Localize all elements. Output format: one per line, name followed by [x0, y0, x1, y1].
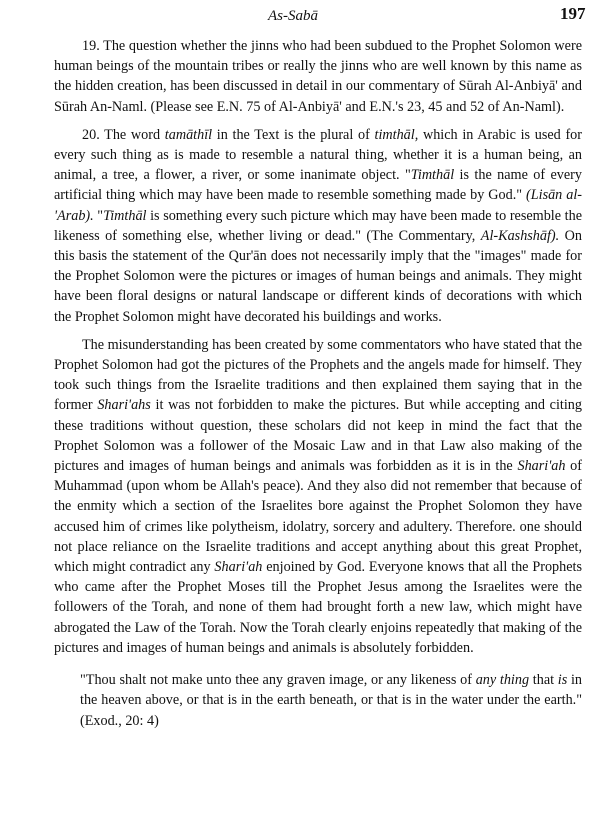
text-segment: in the heaven above, or that is in the earth beneath, or that is in the water under the earth." (Exod., 20: 4): [80, 672, 583, 729]
text-segment: tamāthīl: [164, 126, 213, 143]
running-title: As-Sabā: [268, 8, 318, 24]
text-segment: The misunderstanding has been created by some commentators who have stated that the Prophet Solomon had got the pictures of the Prophets and the angels made for himself. They took such things from the Israelite traditions and then explained them saying that in the former: [54, 336, 582, 414]
text-segment: On this basis the statement of the Qur'ān does not necessarily imply that the "images" made for the Prophet Solomon were the pictures or images of human beings and animals. They might have been floral designs or natural landscape or different kinds of decorations with which the Prophet Solomon might have decorated his buildings and works.: [54, 227, 582, 325]
paragraph-misunderstanding: [54, 335, 582, 658]
text-segment: that: [529, 672, 558, 689]
text-segment: any thing: [475, 672, 530, 689]
text-segment: is the name of every artificial thing which may have been made to resemble something made by God.": [54, 167, 583, 204]
text-segment: in the Text is the plural of: [212, 126, 375, 143]
text-segment: Shari'ah: [517, 458, 566, 475]
text-segment: Shari'ahs: [97, 397, 151, 414]
text-segment: timthāl,: [374, 126, 419, 143]
paragraph-note-19: [54, 36, 582, 117]
running-header: [0, 4, 600, 26]
text-segment: (Lisān al-'Arab).: [54, 187, 582, 224]
text-segment: is something every such picture which may have been made to resemble the likeness of something else, whether living or dead." (The Commentary,: [54, 207, 582, 244]
text-segment: it was not forbidden to make the pictures. But while accepting and citing these traditions without question, these scholars did not keep in mind the fact that the Prophet Solomon was a follower of the Mosaic Law and in that Law also making of the pictures and images of human beings and animals was forbidden as it is in the: [54, 397, 582, 475]
body-text: [54, 36, 582, 739]
text-segment: "Thou shalt not make unto thee any graven image, or any likeness of: [80, 672, 476, 689]
text-segment: which in Arabic is used for every such thing as is made to resemble a natural thing, whether it is a human being, an animal, a tree, a flower, a river, or some inanimate object. ": [54, 126, 582, 184]
page-number: 197: [560, 4, 586, 23]
text-segment: 19. The question whether the jinns who had been subdued to the Prophet Solomon were human beings of the mountain tribes or really the jinns who are well known by this name as the hidden creation, has been discussed in detail in our commentary of Sūrah Al-Anbiyā' and Sūrah An-Naml. (Please see E.N. 75 of Al-Anbiyā' and E.N.'s 23, 45 and 52 of An-Naml).: [54, 38, 582, 115]
paragraph-note-20: [54, 125, 582, 327]
text-segment: Timthāl: [410, 167, 455, 184]
quote-exodus: [54, 670, 582, 731]
text-segment: Al-Kashshāf).: [480, 227, 560, 244]
text-segment: of Muhammad (upon whom be Allah's peace). And they also did not remember that because of the enmity which a section of the Israelites bore against the Prophet Solomon they have accused him of crimes like polytheism, idolatry, sorcery and adultery. Therefore. one should not place reliance on the Israelite traditions and accept anything about this great Prophet, which might contradict any: [54, 458, 582, 576]
text-segment: Shari'ah: [214, 559, 263, 576]
text-segment: ": [93, 207, 104, 224]
text-segment: enjoined by God. Everyone knows that all the Prophets who came after the Prophet Moses till the Prophet Jesus among the Israelites were the followers of the Torah, and none of them had brought forth a new law, which might have abrogated the Law of the Torah. Now the Torah clearly enjoins repeatedly that making of the pictures and images of human beings and animals is absolutely forbidden.: [54, 559, 582, 656]
text-segment: Timthāl: [103, 207, 147, 224]
text-segment: 20. The word: [82, 126, 165, 143]
text-segment: is: [557, 672, 568, 689]
